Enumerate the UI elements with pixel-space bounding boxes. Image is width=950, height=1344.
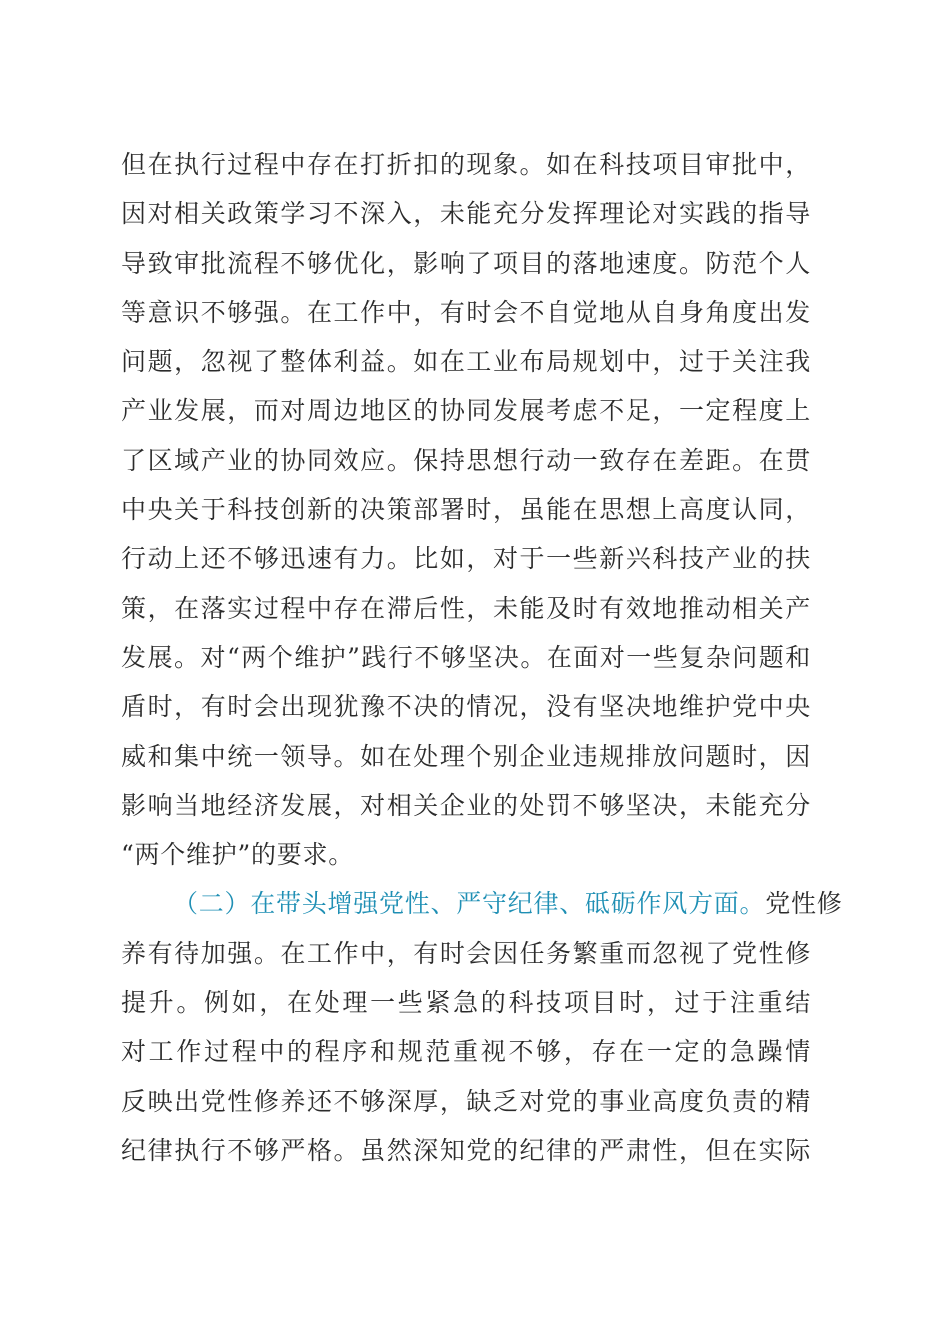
text-line: 对工作过程中的程序和规范重视不够，存在一定的急躁情 bbox=[121, 1037, 811, 1067]
text-line: 反映出党性修养还不够深厚，缺乏对党的事业高度负责的精 bbox=[121, 1086, 811, 1116]
text-line: 问题，忽视了整体利益。如在工业布局规划中，过于关注我 bbox=[121, 347, 811, 377]
section-heading: （二）在带头增强党性、严守纪律、砥砺作风方面。 bbox=[173, 889, 766, 919]
document-body bbox=[121, 140, 843, 1175]
text-line: 产业发展，而对周边地区的协同发展考虑不足，一定程度上 bbox=[121, 396, 811, 426]
text-line: 行动上还不够迅速有力。比如，对于一些新兴科技产业的扶 bbox=[121, 544, 811, 574]
text-line: 纪律执行不够严格。虽然深知党的纪律的严肃性，但在实际 bbox=[121, 1135, 811, 1165]
text-line: 因对相关政策学习不深入，未能充分发挥理论对实践的指导 bbox=[121, 199, 811, 229]
text-line: 养有待加强。在工作中，有时会因任务繁重而忽视了党性修 bbox=[121, 938, 811, 968]
text-line: 中央关于科技创新的决策部署时，虽能在思想上高度认同， bbox=[121, 495, 811, 525]
paragraph-1 bbox=[121, 140, 811, 879]
paragraph-2 bbox=[121, 879, 843, 1175]
text-line: 提升。例如，在处理一些紧急的科技项目时，过于注重结 bbox=[121, 988, 811, 1018]
text-line: 盾时，有时会出现犹豫不决的情况，没有坚决地维护党中央 bbox=[121, 692, 811, 722]
heading-continuation: 党性修 bbox=[765, 889, 843, 919]
text-line: 策，在落实过程中存在滞后性，未能及时有效地推动相关产 bbox=[121, 593, 811, 623]
text-line: 发展。对“两个维护”践行不够坚决。在面对一些复杂问题和 bbox=[121, 642, 811, 672]
text-line: 影响当地经济发展，对相关企业的处罚不够坚决，未能充分 bbox=[121, 790, 811, 820]
paragraph-2-first-line bbox=[121, 879, 843, 928]
text-line: 导致审批流程不够优化，影响了项目的落地速度。防范个人 bbox=[121, 248, 811, 278]
text-line: “两个维护”的要求。 bbox=[121, 840, 355, 870]
text-line: 但在执行过程中存在打折扣的现象。如在科技项目审批中， bbox=[121, 150, 811, 179]
text-line: 等意识不够强。在工作中，有时会不自觉地从自身角度出发 bbox=[121, 297, 811, 327]
text-line: 了区域产业的协同效应。保持思想行动一致存在差距。在贯 bbox=[121, 445, 811, 475]
text-line: 威和集中统一领导。如在处理个别企业违规排放问题时，因 bbox=[121, 741, 811, 771]
